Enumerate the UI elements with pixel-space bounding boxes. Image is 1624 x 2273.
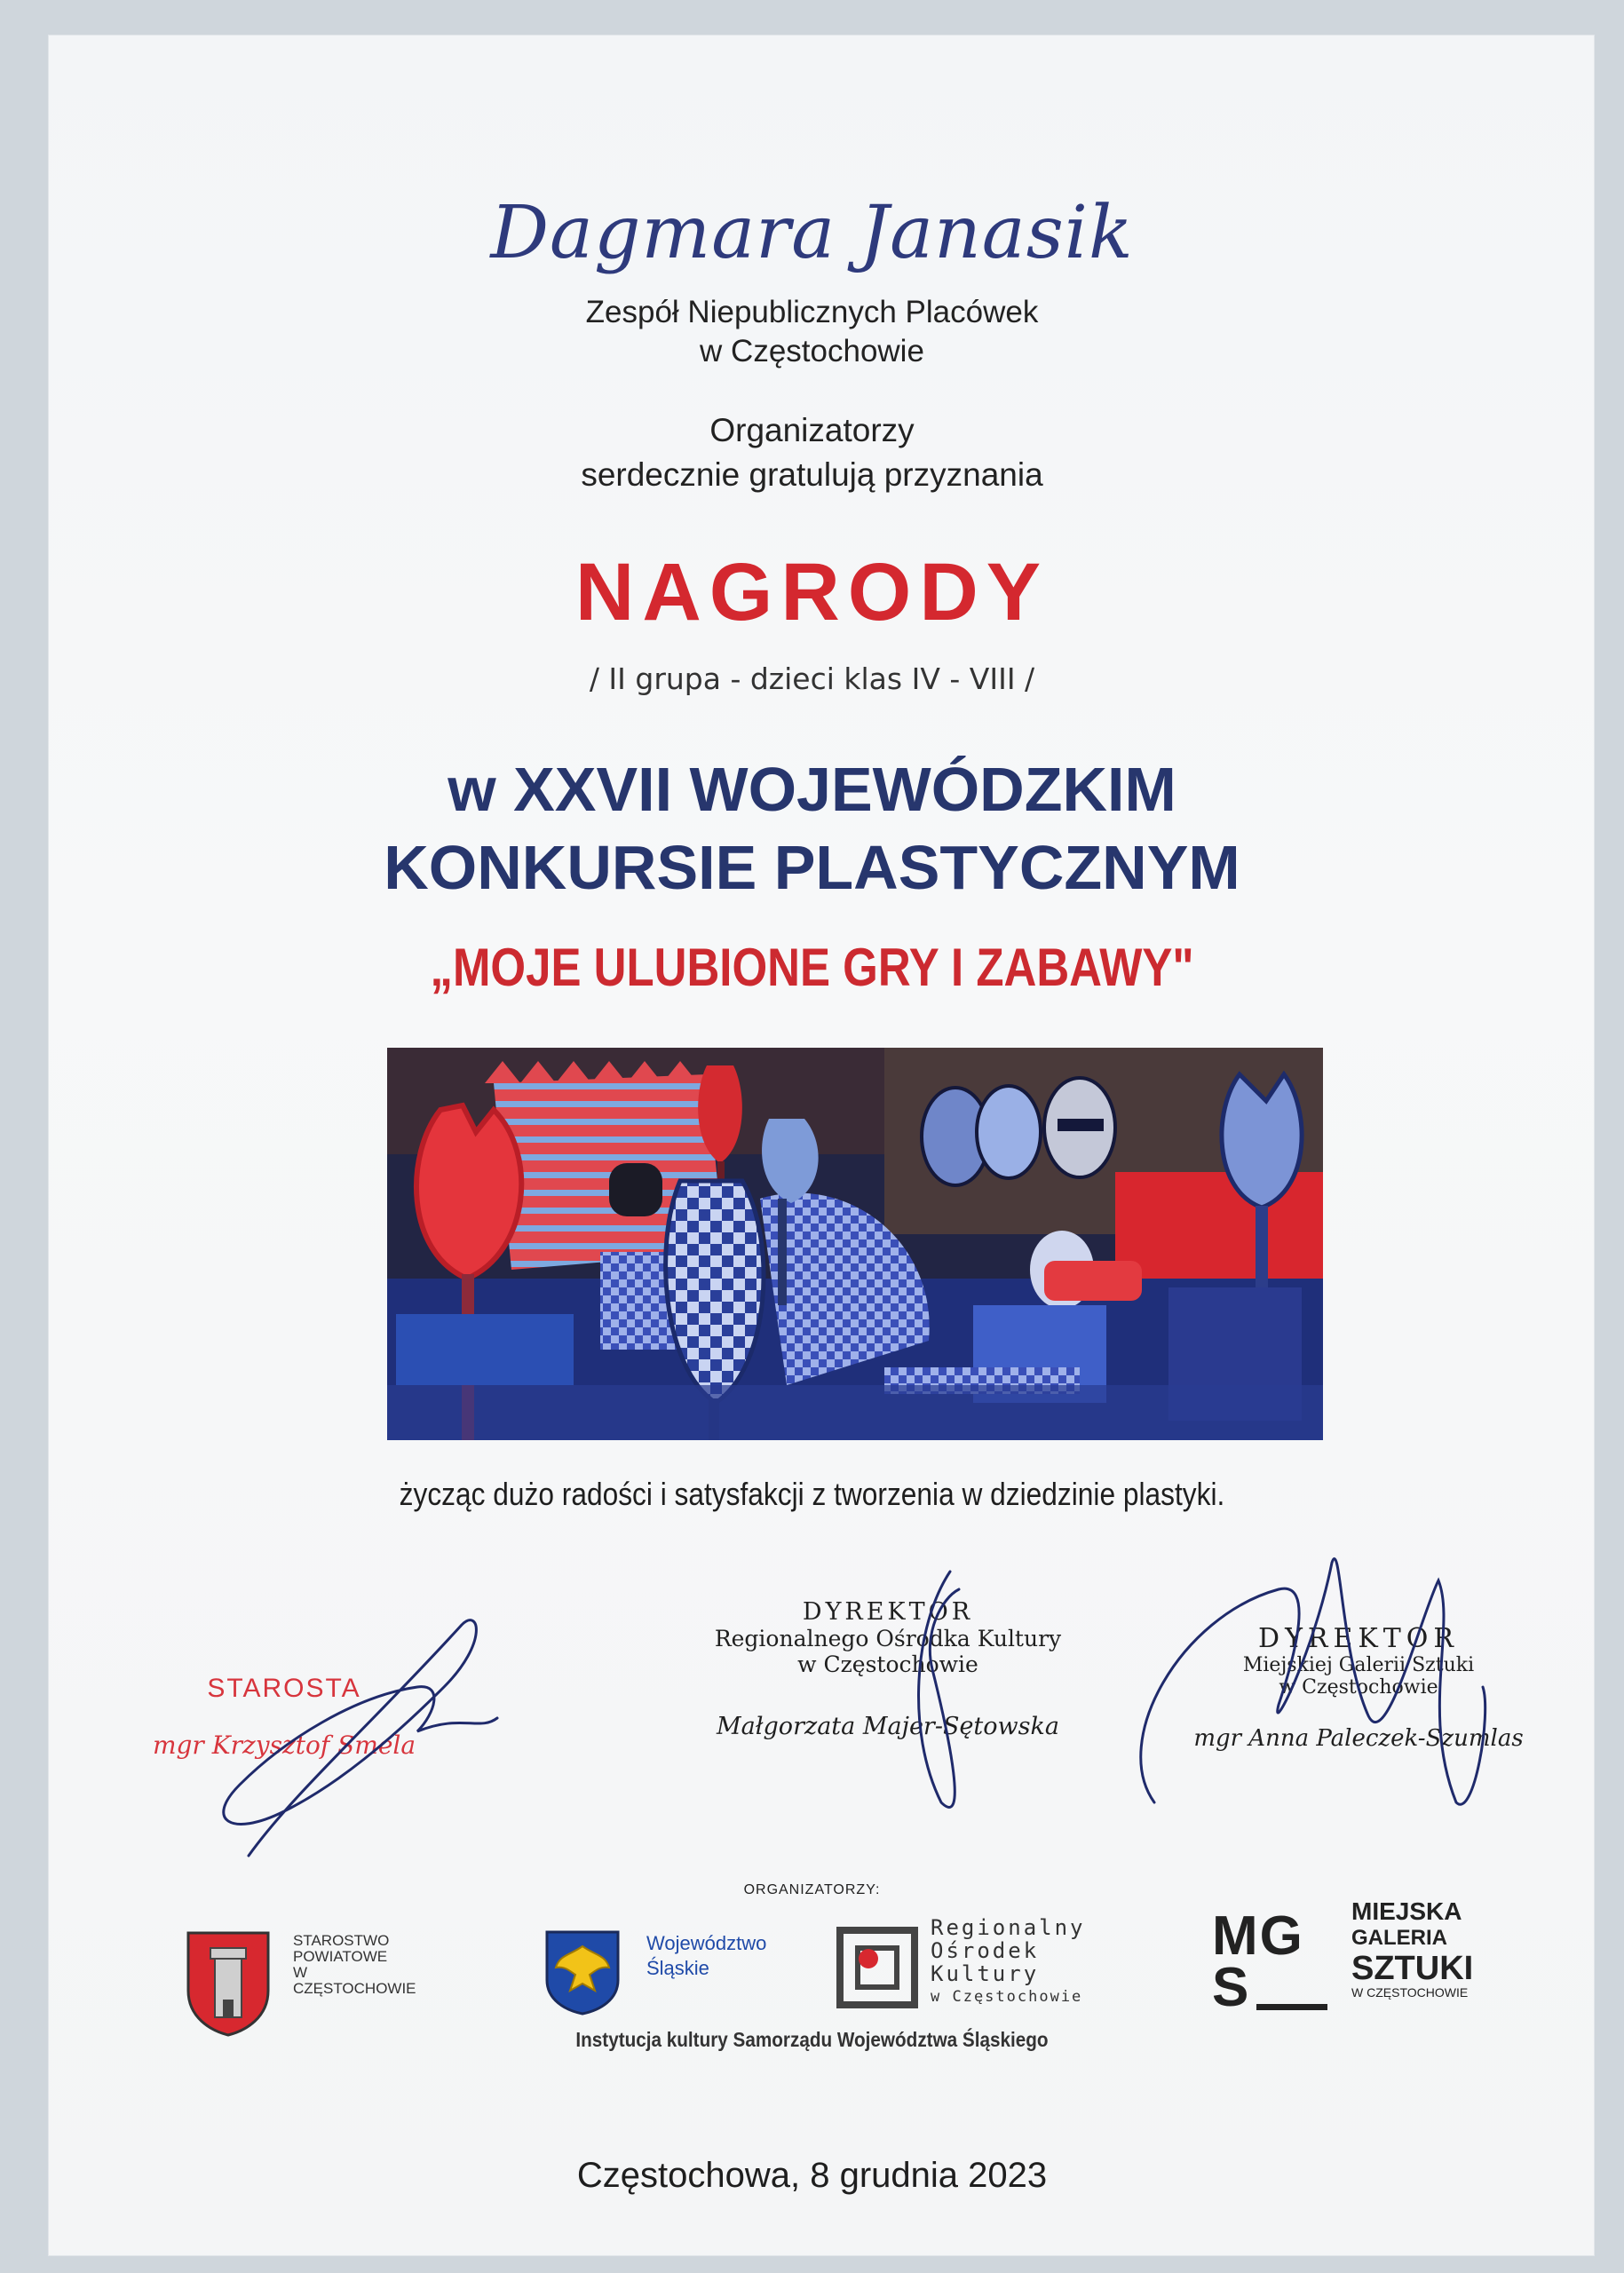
- signature-left-person: mgr Krzysztof Smela: [152, 1730, 416, 1760]
- issue-date: Częstochowa, 8 grudnia 2023: [576, 2156, 1048, 2195]
- intro-text: [0, 408, 1624, 497]
- organizers-label: ORGANIZATORZY:: [743, 1882, 881, 1897]
- contest-theme: „MOJE ULUBIONE GRY I ZABAWY": [430, 938, 1194, 997]
- mgs-mark-bottom: S: [1212, 1957, 1249, 2018]
- starostwo-line-2: POWIATOWE: [293, 1948, 388, 1965]
- starostwo-crest-icon: [184, 1928, 273, 2037]
- signature-center-person: Małgorzata Majer-Sętowska: [717, 1713, 1059, 1740]
- artwork-image: [387, 1048, 1323, 1440]
- signature-center-title: DYREKTOR: [802, 1598, 974, 1626]
- mgs-underline: [1256, 2004, 1327, 2010]
- award-group: / II grupa - dzieci klas IV - VIII /: [589, 661, 1035, 696]
- rok-line-2: Ośrodek: [931, 1938, 1040, 1963]
- signature-center-org-1: Regionalnego Ośrodka Kultury: [714, 1626, 1062, 1651]
- signature-right-org-1: Miejskiej Galerii Sztuki: [1242, 1654, 1475, 1676]
- recipient-name: Dagmara Janasik: [490, 191, 1134, 275]
- starostwo-text: [293, 1933, 416, 1997]
- starostwo-line-3: W: [293, 1964, 308, 1981]
- organizers-footnote: Instytucja kultury Samorządu Województwa Śląskiego: [575, 2028, 1049, 2051]
- signature-right-title: DYREKTOR: [1258, 1623, 1459, 1654]
- school-line-1: Zespół Niepublicznych Placówek: [585, 295, 1039, 329]
- contest-line-1: w XXVII WOJEWÓDZKIM: [448, 755, 1176, 824]
- signature-right: [1163, 1623, 1554, 1752]
- mgs-line-1: MIEJSKA: [1351, 1897, 1462, 1925]
- wojewodztwo-eagle-icon: [543, 1928, 622, 2016]
- wish-text: życząc dużo radości i satysfakcji z tworzenia w dziedzinie plastyki.: [399, 1476, 1225, 1512]
- rok-logo-icon: [835, 1925, 920, 2010]
- signature-right-org-2: w Częstochowie: [1279, 1676, 1438, 1699]
- signature-center: [657, 1598, 1119, 1740]
- signature-center-org-2: w Częstochowie: [797, 1651, 978, 1677]
- intro-line-1: Organizatorzy: [709, 412, 915, 448]
- wojewodztwo-line-2: Śląskie: [646, 1957, 709, 1979]
- contest-name: [0, 750, 1624, 907]
- wojewodztwo-line-1: Województwo: [646, 1932, 767, 1954]
- mgs-line-3: SZTUKI: [1351, 1950, 1474, 1987]
- award-title: NAGRODY: [574, 547, 1050, 638]
- rok-text: [931, 1916, 1086, 2008]
- mgs-mark-top: MG: [1212, 1905, 1304, 1967]
- starostwo-line-1: STAROSTWO: [293, 1932, 390, 1949]
- signature-right-person: mgr Anna Paleczek-Szumlas: [1193, 1725, 1524, 1752]
- mgs-line-2: GALERIA: [1351, 1926, 1447, 1950]
- rok-line-3: Kultury: [931, 1961, 1040, 1986]
- signature-left-title: STAROSTA: [207, 1674, 361, 1703]
- signature-left: [133, 1674, 435, 1760]
- intro-line-2: serdecznie gratulują przyznania: [581, 456, 1043, 493]
- rok-line-1: Regionalny: [931, 1915, 1086, 1940]
- mgs-line-4: W CZĘSTOCHOWIE: [1351, 1985, 1469, 2000]
- wojewodztwo-text: [646, 1931, 766, 1981]
- mgs-text: [1351, 1898, 1473, 2000]
- recipient-school: [0, 293, 1624, 371]
- school-line-2: w Częstochowie: [700, 334, 924, 368]
- starostwo-line-4: CZĘSTOCHOWIE: [293, 1980, 416, 1997]
- contest-line-2: KONKURSIE PLASTYCZNYM: [384, 833, 1240, 902]
- artwork-illustration: [387, 1048, 1323, 1440]
- mgs-logo: [1212, 1905, 1336, 2020]
- rok-line-4: w Częstochowie: [931, 1988, 1083, 2006]
